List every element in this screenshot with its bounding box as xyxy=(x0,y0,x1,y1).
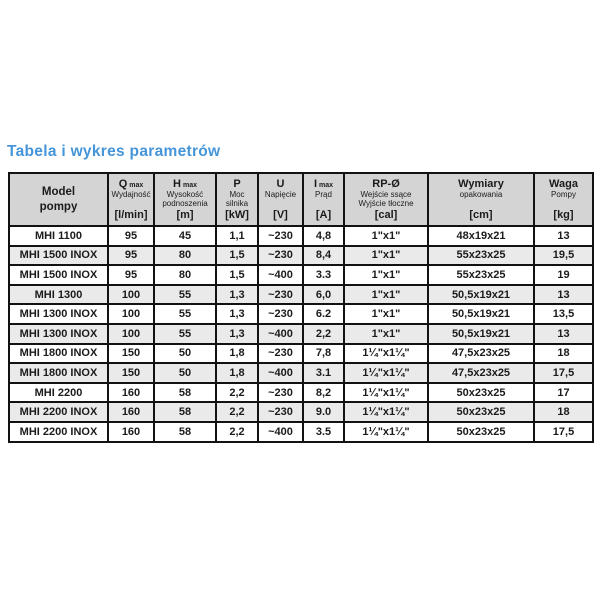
table-row xyxy=(9,226,593,246)
header-u-desc: Napięcie xyxy=(264,190,297,200)
header-q-unit: [l/min] xyxy=(114,209,148,221)
value-cell: 13 xyxy=(534,285,593,305)
value-cell: 50 xyxy=(154,344,216,364)
value-cell: 50x23x25 xyxy=(428,402,534,422)
value-cell: 160 xyxy=(108,402,154,422)
header-i-desc: Prąd xyxy=(315,190,332,200)
header-p: P Moc silnika [kW] xyxy=(216,173,258,226)
value-cell: ~230 xyxy=(258,226,303,246)
value-cell: 1¼"x1¼" xyxy=(344,344,428,364)
value-cell: 3.3 xyxy=(303,265,344,285)
model-cell: MHI 1300 INOX xyxy=(9,304,108,324)
value-cell: 45 xyxy=(154,226,216,246)
value-cell: 48x19x21 xyxy=(428,226,534,246)
header-rp-unit: [cal] xyxy=(374,209,398,221)
header-q-desc: Wydajność xyxy=(111,190,151,200)
value-cell: 13,5 xyxy=(534,304,593,324)
table-row xyxy=(9,285,593,305)
value-cell: 50,5x19x21 xyxy=(428,304,534,324)
value-cell: 1,5 xyxy=(216,265,258,285)
value-cell: 1¼"x1¼" xyxy=(344,402,428,422)
value-cell: 1"x1" xyxy=(344,285,428,305)
value-cell: 80 xyxy=(154,246,216,266)
value-cell: 1"x1" xyxy=(344,304,428,324)
value-cell: ~230 xyxy=(258,383,303,403)
value-cell: 95 xyxy=(108,226,154,246)
value-cell: 8,4 xyxy=(303,246,344,266)
table-header xyxy=(9,173,593,226)
value-cell: 150 xyxy=(108,363,154,383)
value-cell: 18 xyxy=(534,402,593,422)
header-dimensions-desc: opakowania xyxy=(459,190,503,200)
value-cell: 100 xyxy=(108,324,154,344)
value-cell: ~230 xyxy=(258,285,303,305)
header-i-unit: [A] xyxy=(315,209,332,221)
value-cell: 58 xyxy=(154,383,216,403)
value-cell: 1,1 xyxy=(216,226,258,246)
value-cell: ~400 xyxy=(258,324,303,344)
header-model xyxy=(9,173,108,226)
value-cell: ~400 xyxy=(258,363,303,383)
model-cell: MHI 2200 INOX xyxy=(9,422,108,442)
value-cell: 58 xyxy=(154,422,216,442)
model-cell: MHI 1300 xyxy=(9,285,108,305)
value-cell: 55 xyxy=(154,285,216,305)
value-cell: 50x23x25 xyxy=(428,383,534,403)
value-cell: 50x23x25 xyxy=(428,422,534,442)
value-cell: 2,2 xyxy=(216,383,258,403)
value-cell: 19 xyxy=(534,265,593,285)
value-cell: 58 xyxy=(154,402,216,422)
value-cell: 1,3 xyxy=(216,324,258,344)
table-row xyxy=(9,422,593,442)
value-cell: 2,2 xyxy=(216,422,258,442)
value-cell: 95 xyxy=(108,246,154,266)
value-cell: ~400 xyxy=(258,422,303,442)
value-cell: 50,5x19x21 xyxy=(428,285,534,305)
value-cell: 13 xyxy=(534,226,593,246)
value-cell: 19,5 xyxy=(534,246,593,266)
header-model-line1: Model xyxy=(41,185,76,198)
value-cell: 17,5 xyxy=(534,363,593,383)
value-cell: 1,3 xyxy=(216,304,258,324)
table-row xyxy=(9,324,593,344)
value-cell: 6,0 xyxy=(303,285,344,305)
header-rp-desc1: Wejście ssące xyxy=(360,190,412,200)
value-cell: 1¼"x1¼" xyxy=(344,422,428,442)
model-cell: MHI 1500 INOX xyxy=(9,265,108,285)
model-cell: MHI 1500 INOX xyxy=(9,246,108,266)
value-cell: 47,5x23x25 xyxy=(428,363,534,383)
table-row xyxy=(9,344,593,364)
value-cell: 95 xyxy=(108,265,154,285)
model-cell: MHI 2200 INOX xyxy=(9,402,108,422)
value-cell: ~230 xyxy=(258,304,303,324)
value-cell: 9.0 xyxy=(303,402,344,422)
value-cell: 50 xyxy=(154,363,216,383)
value-cell: 13 xyxy=(534,324,593,344)
value-cell: 17,5 xyxy=(534,422,593,442)
value-cell: 1¼"x1¼" xyxy=(344,363,428,383)
header-rp: RP-Ø Wejście ssące Wyjście tłoczne [cal] xyxy=(344,173,428,226)
header-weight: Waga Pompy [kg] xyxy=(534,173,593,226)
value-cell: 55 xyxy=(154,304,216,324)
value-cell: ~400 xyxy=(258,265,303,285)
value-cell: 160 xyxy=(108,422,154,442)
header-h-desc: Wysokość podnoszenia xyxy=(162,190,208,209)
header-row xyxy=(9,173,593,226)
value-cell: 55x23x25 xyxy=(428,246,534,266)
value-cell: 1,3 xyxy=(216,285,258,305)
value-cell: 1,8 xyxy=(216,344,258,364)
value-cell: 50,5x19x21 xyxy=(428,324,534,344)
model-cell: MHI 1800 INOX xyxy=(9,344,108,364)
value-cell: ~230 xyxy=(258,246,303,266)
table-row xyxy=(9,304,593,324)
value-cell: 100 xyxy=(108,285,154,305)
value-cell: ~230 xyxy=(258,402,303,422)
header-q-max: Qmax Wydajność [l/min] xyxy=(108,173,154,226)
max-subscript: max xyxy=(182,182,197,189)
header-h-max: Hmax Wysokość podnoszenia [m] xyxy=(154,173,216,226)
value-cell: 1"x1" xyxy=(344,226,428,246)
value-cell: 18 xyxy=(534,344,593,364)
value-cell: 1¼"x1¼" xyxy=(344,383,428,403)
value-cell: ~230 xyxy=(258,344,303,364)
model-cell: MHI 2200 xyxy=(9,383,108,403)
header-weight-desc: Pompy xyxy=(551,190,576,200)
header-dimensions: Wymiary opakowania [cm] xyxy=(428,173,534,226)
header-p-desc: Moc silnika xyxy=(225,190,249,209)
value-cell: 55 xyxy=(154,324,216,344)
header-u-unit: [V] xyxy=(273,209,288,221)
table-row xyxy=(9,402,593,422)
value-cell: 1"x1" xyxy=(344,246,428,266)
table-row xyxy=(9,383,593,403)
max-subscript: max xyxy=(319,182,334,189)
value-cell: 1"x1" xyxy=(344,265,428,285)
parameters-table xyxy=(8,172,594,443)
value-cell: 17 xyxy=(534,383,593,403)
value-cell: 6.2 xyxy=(303,304,344,324)
value-cell: 1,8 xyxy=(216,363,258,383)
value-cell: 160 xyxy=(108,383,154,403)
value-cell: 3.1 xyxy=(303,363,344,383)
value-cell: 2,2 xyxy=(303,324,344,344)
value-cell: 8,2 xyxy=(303,383,344,403)
model-cell: MHI 1300 INOX xyxy=(9,324,108,344)
table-row xyxy=(9,363,593,383)
value-cell: 4,8 xyxy=(303,226,344,246)
max-subscript: max xyxy=(129,182,144,189)
header-model-line2: pompy xyxy=(39,200,78,213)
header-i-max: Imax Prąd [A] xyxy=(303,173,344,226)
value-cell: 55x23x25 xyxy=(428,265,534,285)
header-u: U Napięcie [V] xyxy=(258,173,303,226)
value-cell: 150 xyxy=(108,344,154,364)
value-cell: 3.5 xyxy=(303,422,344,442)
value-cell: 80 xyxy=(154,265,216,285)
model-cell: MHI 1800 INOX xyxy=(9,363,108,383)
value-cell: 100 xyxy=(108,304,154,324)
value-cell: 1"x1" xyxy=(344,324,428,344)
value-cell: 47,5x23x25 xyxy=(428,344,534,364)
table-body xyxy=(9,226,593,442)
header-h-unit: [m] xyxy=(176,209,194,221)
header-rp-desc2: Wyjście tłoczne xyxy=(358,199,414,209)
table-row xyxy=(9,246,593,266)
table-row xyxy=(9,265,593,285)
header-p-unit: [kW] xyxy=(225,209,249,221)
value-cell: 2,2 xyxy=(216,402,258,422)
page-title: Tabela i wykres parametrów xyxy=(7,143,221,160)
value-cell: 1,5 xyxy=(216,246,258,266)
value-cell: 7,8 xyxy=(303,344,344,364)
header-weight-unit: [kg] xyxy=(553,209,574,221)
header-dimensions-unit: [cm] xyxy=(469,209,493,221)
model-cell: MHI 1100 xyxy=(9,226,108,246)
